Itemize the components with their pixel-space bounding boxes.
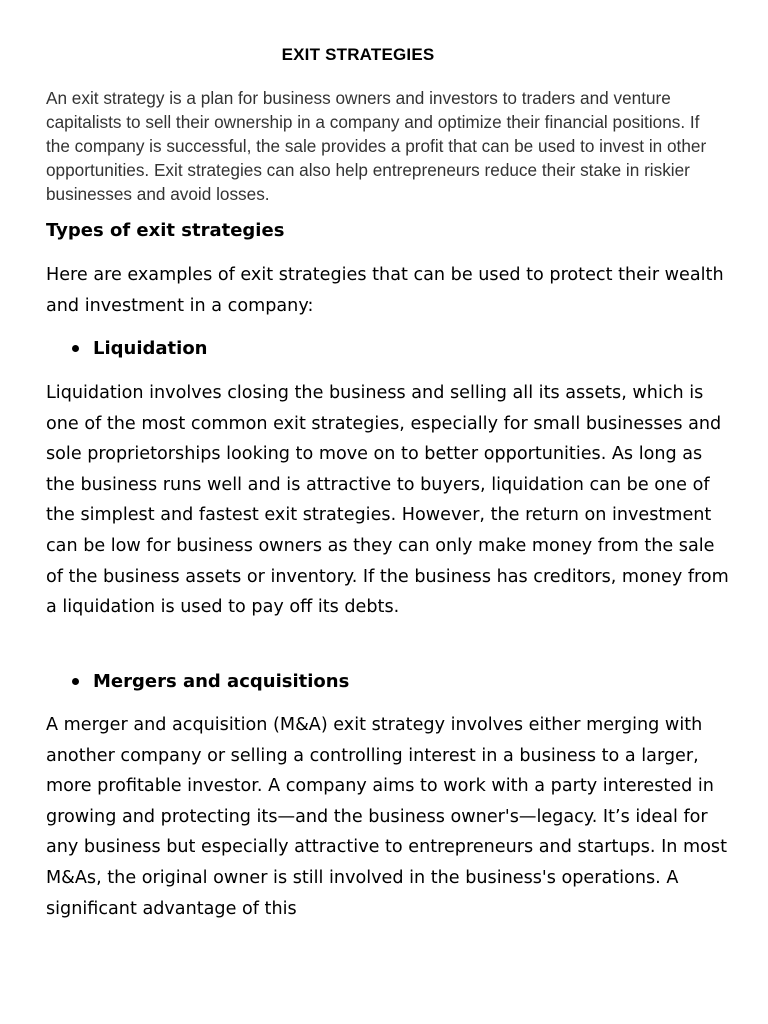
list-item-heading [72,671,349,692]
bullet-icon [72,345,79,352]
intro-paragraph: An exit strategy is a plan for business owners and investors to traders and venture capitalists to sell their ownership in a company and optimize their financial positions. If the company is successful, the sale provides a profit that can be used to invest in other opportunities. Exit strategies can also help entrepreneurs reduce their stake in riskier businesses and avoid losses. [46,88,707,204]
list-item-heading-label: Liquidation [93,338,208,359]
list-item-paragraph: A merger and acquisition (M&A) exit strategy involves either merging with another company or selling a controlling interest in a business to a larger, more profitable investor. A company aims to work with a party interested in growing and protecting its—and the business owner's—legacy. It’s ideal for any business but especially attractive to entrepreneurs and startups. In most M&As, the original owner is still involved in the business's operations. A significant advantage of this [46,715,728,919]
page-title: EXIT STRATEGIES [281,45,435,64]
section-heading: Types of exit strategies [46,220,285,241]
bullet-icon [72,678,79,685]
list-item-heading [72,338,208,359]
list-item-heading-label: Mergers and acquisitions [93,671,350,692]
section-intro-paragraph: Here are examples of exit strategies that can be used to protect their wealth and investment in a company: [46,265,724,316]
list-item-paragraph: Liquidation involves closing the business and selling all its assets, which is one of the most common exit strategies, especially for small businesses and sole proprietorships looking to move on to better opportunities. As long as the business runs well and is attractive to buyers, liquidation can be one of the simplest and fastest exit strategies. However, the return on investment can be low for business owners as they can only make money from the sale of the business assets or inventory. If the business has creditors, money from a liquidation is used to pay off its debts. [46,383,729,618]
